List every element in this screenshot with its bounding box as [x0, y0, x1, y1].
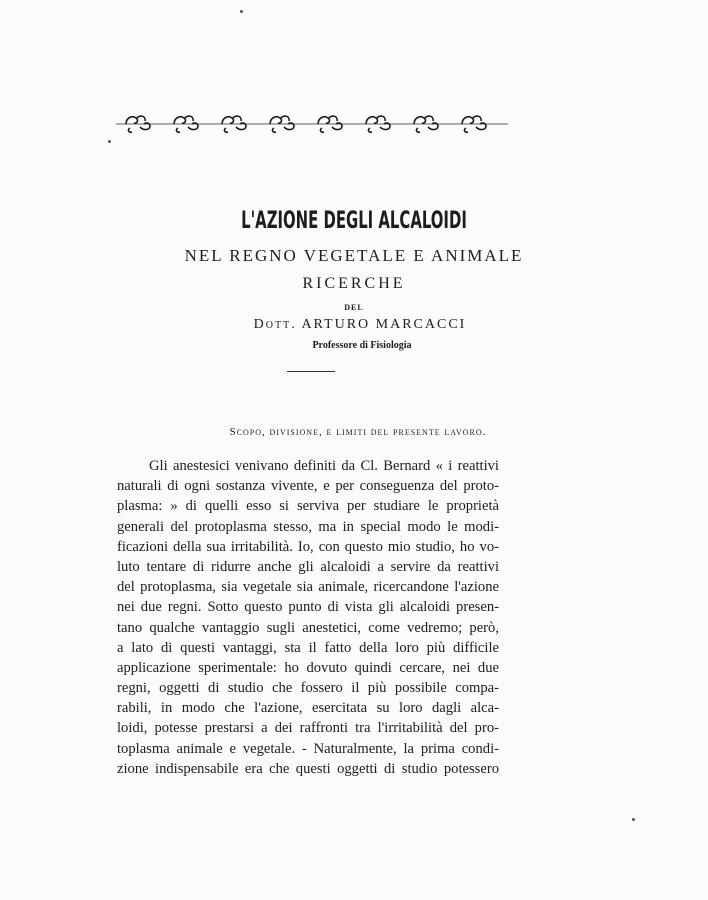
- body-line: generali del protoplasma stesso, ma in special modo le modi-: [117, 518, 499, 535]
- body-line: a lato di questi vantaggi, sta il fatto della loro più difficile: [117, 639, 499, 656]
- decorative-ornament-band: [116, 110, 508, 136]
- body-line: regni, oggetti di studio che fossero il più possibile compa-: [117, 680, 499, 697]
- body-line: plasma: » di quelli esso si serviva per studiare le proprietà: [117, 498, 499, 515]
- author-role: Professore di Fisiologia: [312, 340, 412, 351]
- body-line: ficazioni della sua irritabilità. Io, con questo mio studio, ho vo-: [117, 538, 499, 555]
- speck: [240, 10, 243, 13]
- speck: [108, 140, 111, 143]
- body-line: luto tentare di ridurre anche gli alcaloidi a servire da reattivi: [117, 558, 499, 575]
- article-subtitle: NEL REGNO VEGETALE E ANIMALE: [184, 246, 524, 265]
- author-line: [0, 317, 708, 333]
- body-line: loidi, potesse prestarsi a dei raffronti tra l'irritabilità del pro-: [117, 720, 499, 737]
- body-line: rabili, in modo che l'azione, esercitata su loro dagli alca-: [117, 700, 499, 717]
- article-kind: RICERCHE: [302, 275, 406, 292]
- body-text: [117, 456, 499, 779]
- body-line: nei due regni. Sotto questo punto di vista gli alcaloidi presen-: [117, 599, 499, 616]
- section-heading: Scopo, divisione, e limiti del presente lavoro.: [229, 426, 487, 438]
- body-line: naturali di ogni sostanza vivente, e per conseguenza del proto-: [117, 478, 499, 495]
- author-preposition: DEL: [344, 303, 364, 312]
- body-line: toplasma animale e vegetale. - Naturalmente, la prima condi-: [117, 740, 499, 757]
- body-line: tano qualche vantaggio sugli anestetici, come vedremo; però,: [117, 619, 499, 636]
- body-line: Gli anestesici venivano definiti da Cl. Bernard « i reattivi: [149, 458, 499, 474]
- author-name: ARTURO MARCACCI: [301, 317, 467, 332]
- body-line: zione indispensabile era che questi oggetti di studio potessero: [117, 760, 499, 777]
- body-line: applicazione sperimentale: ho dovuto quindi cercare, nei due: [117, 659, 499, 676]
- article-title: L'AZIONE DEGLI ALCALOIDI: [241, 206, 467, 234]
- divider-rule: [287, 371, 335, 372]
- author-title: Dott.: [253, 317, 297, 332]
- speck: [632, 818, 635, 821]
- body-line: del protoplasma, sia vegetale sia animale, ricercandone l'azione: [117, 579, 499, 596]
